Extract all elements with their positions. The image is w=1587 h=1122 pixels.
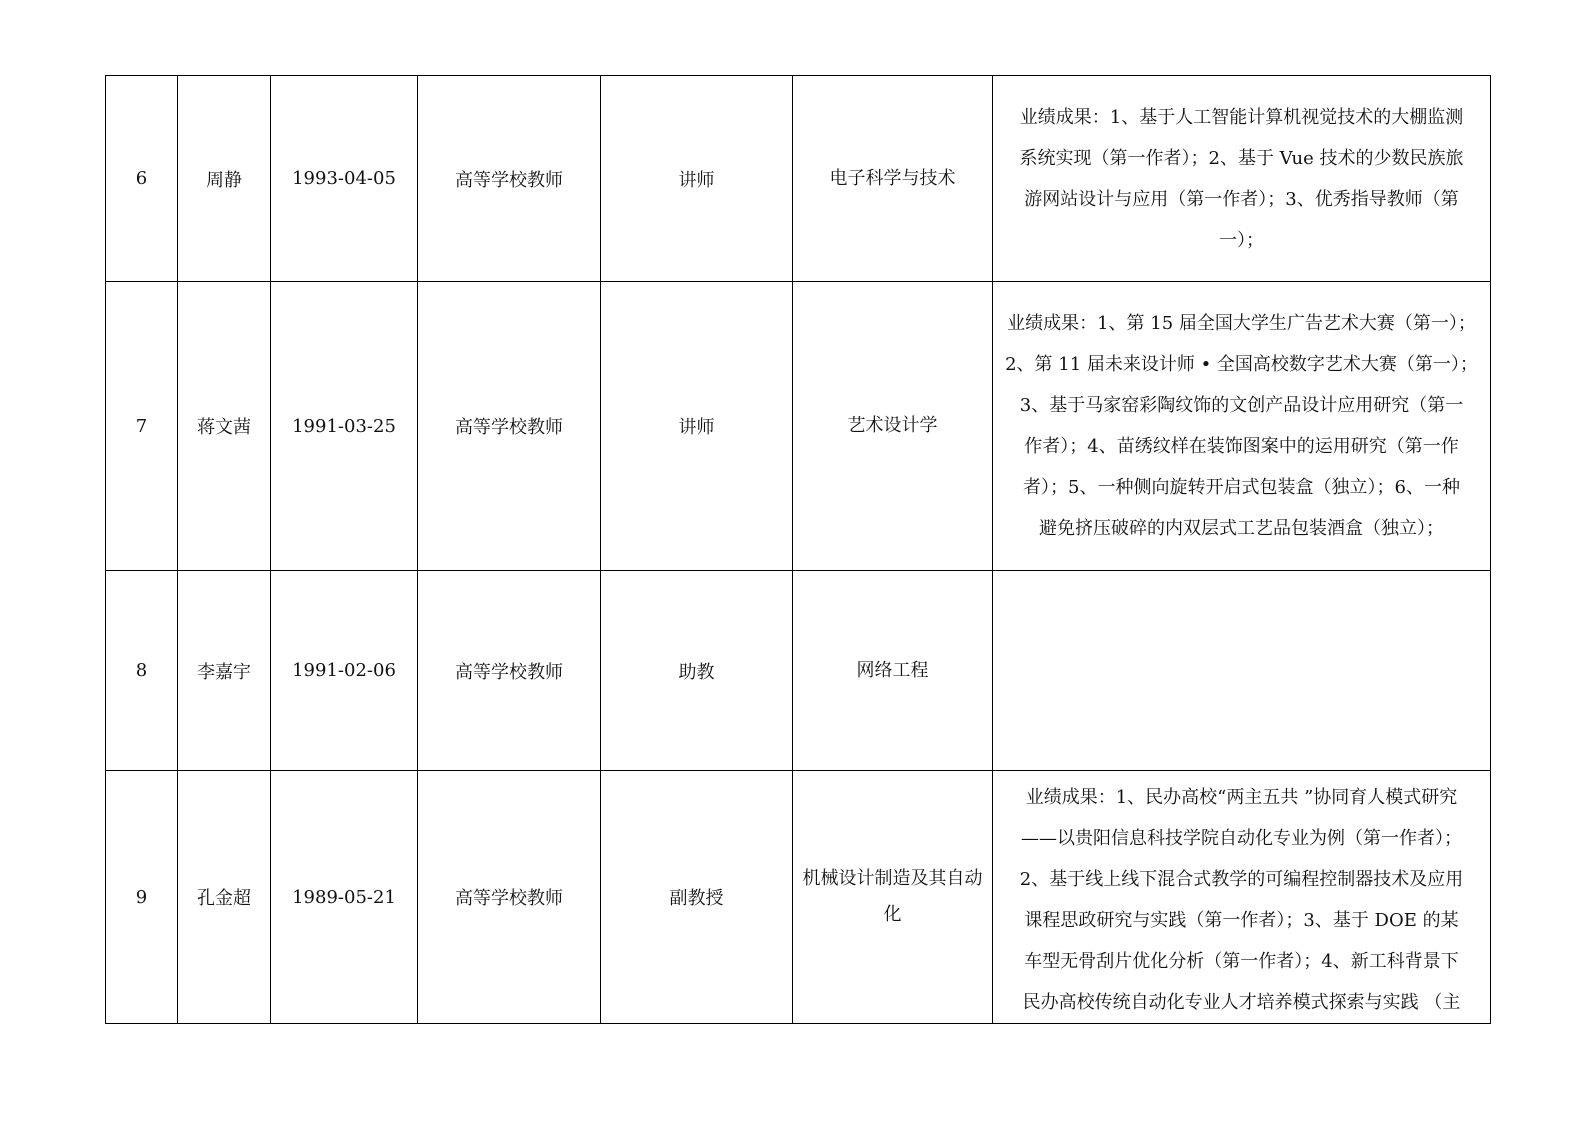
category-cell: 高等学校教师	[418, 571, 601, 771]
row-number: 6	[106, 76, 178, 282]
birth-date-cell: 1989-05-21	[271, 771, 418, 1024]
name-cell: 李嘉宇	[178, 571, 271, 771]
job-title-cell: 讲师	[601, 76, 793, 282]
birth-date-cell: 1993-04-05	[271, 76, 418, 282]
name-cell: 蒋文茜	[178, 282, 271, 571]
achievement-line: 作者）；4、苗绣纹样在装饰图案中的运用研究（第一作	[1024, 436, 1459, 457]
category-cell: 高等学校教师	[418, 76, 601, 282]
row-number: 9	[106, 771, 178, 1024]
personnel-table	[105, 75, 1491, 1024]
achievements-cell	[993, 76, 1491, 282]
achievement-line: 避免挤压破碎的内双层式工艺品包装酒盒（独立）；	[1039, 518, 1444, 539]
row-number: 8	[106, 571, 178, 771]
achievement-line: 一）；	[1219, 229, 1264, 251]
birth-date-cell: 1991-02-06	[271, 571, 418, 771]
achievement-line: 2、基于线上线下混合式教学的可编程控制器技术及应用	[1019, 869, 1464, 890]
achievement-line: 民办高校传统自动化专业人才培养模式探索与实践 （主	[1022, 992, 1461, 1013]
achievement-line: 业绩成果：1、基于人工智能计算机视觉技术的大棚监测	[1019, 106, 1464, 128]
row-number: 7	[106, 282, 178, 571]
birth-date-cell: 1991-03-25	[271, 282, 418, 571]
achievement-line: 2、第 11 届未来设计师 • 全国高校数字艺术大赛（第一）；	[1005, 354, 1478, 375]
achievements-cell	[993, 571, 1491, 771]
major-cell: 电子科学与技术	[793, 76, 993, 282]
job-title-cell: 助教	[601, 571, 793, 771]
table-row	[106, 771, 1491, 1024]
achievement-line: 课程思政研究与实践（第一作者）；3、基于 DOE 的某	[1024, 910, 1459, 931]
table-row	[106, 571, 1491, 771]
achievement-line: 业绩成果：1、第 15 届全国大学生广告艺术大赛（第一）；	[1007, 313, 1476, 334]
achievement-line: 3、基于马家窑彩陶纹饰的文创产品设计应用研究（第一	[1019, 395, 1464, 416]
achievements-cell	[993, 282, 1491, 571]
achievement-line: ——以贵阳信息科技学院自动化专业为例（第一作者）；	[1021, 828, 1462, 849]
achievement-line: 系统实现（第一作者）；2、基于 Vue 技术的少数民族旅	[1019, 147, 1464, 169]
category-cell: 高等学校教师	[418, 282, 601, 571]
achievement-line: 车型无骨刮片优化分析（第一作者）；4、新工科背景下	[1024, 951, 1459, 972]
category-cell: 高等学校教师	[418, 771, 601, 1024]
table-row	[106, 282, 1491, 571]
major-cell: 网络工程	[793, 571, 993, 771]
job-title-cell: 副教授	[601, 771, 793, 1024]
table-row	[106, 76, 1491, 282]
achievement-line: 者）；5、一种侧向旋转开启式包装盒（独立）；6、一种	[1023, 477, 1460, 498]
job-title-cell: 讲师	[601, 282, 793, 571]
achievement-line: 业绩成果：1、民办高校“两主五共 ”协同育人模式研究	[1025, 787, 1458, 808]
major-cell: 艺术设计学	[793, 282, 993, 571]
major-cell: 机械设计制造及其自动化	[793, 771, 993, 1024]
name-cell: 周静	[178, 76, 271, 282]
achievements-cell	[993, 771, 1491, 1024]
name-cell: 孔金超	[178, 771, 271, 1024]
achievement-line: 游网站设计与应用（第一作者）；3、优秀指导教师（第	[1024, 188, 1459, 210]
